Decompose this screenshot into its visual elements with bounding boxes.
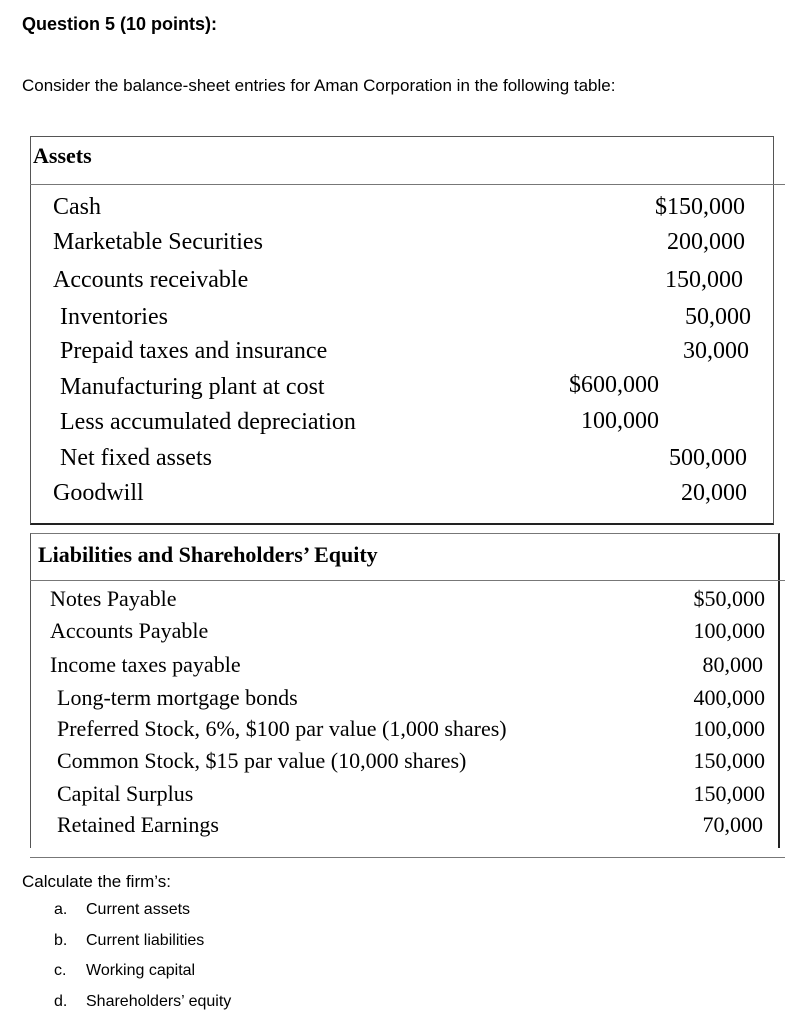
asset-label-cash: Cash	[53, 194, 101, 220]
liability-value-mortgage-bonds: 400,000	[693, 685, 765, 710]
asset-value-accounts-receivable: 150,000	[665, 267, 743, 293]
liabilities-heading: Liabilities and Shareholders’ Equity	[38, 542, 378, 567]
liability-value-retained-earnings: 70,000	[702, 812, 763, 837]
calculate-prompt: Calculate the firm’s:	[22, 872, 171, 891]
liability-label-income-taxes-payable: Income taxes payable	[50, 652, 241, 677]
asset-label-accumulated-depreciation: Less accumulated depreciation	[60, 409, 356, 435]
asset-value-prepaid-taxes: 30,000	[683, 338, 749, 364]
asset-label-inventories: Inventories	[60, 304, 168, 330]
calc-item-text: Shareholders’ equity	[86, 993, 232, 1010]
liability-label-mortgage-bonds: Long-term mortgage bonds	[57, 685, 298, 710]
asset-label-net-fixed-assets: Net fixed assets	[60, 445, 212, 471]
calc-item-letter: b.	[54, 932, 68, 949]
liability-value-notes-payable: $50,000	[693, 586, 765, 611]
liability-value-income-taxes-payable: 80,000	[702, 652, 763, 677]
liability-label-capital-surplus: Capital Surplus	[57, 781, 194, 806]
calc-item-letter: c.	[54, 962, 67, 979]
calc-item	[54, 932, 204, 950]
asset-label-accounts-receivable: Accounts receivable	[53, 267, 249, 293]
liability-label-preferred-stock: Preferred Stock, 6%, $100 par value (1,000 shares)	[57, 716, 507, 741]
asset-value-marketable-securities: 200,000	[667, 229, 745, 255]
liability-label-notes-payable: Notes Payable	[50, 586, 177, 611]
asset-value-inventories: 50,000	[685, 304, 751, 330]
calc-item	[54, 901, 190, 919]
assets-divider	[30, 184, 785, 185]
asset-value-accumulated-depreciation: 100,000	[581, 408, 659, 434]
calc-item-text: Current liabilities	[86, 932, 205, 949]
liability-value-preferred-stock: 100,000	[693, 716, 765, 741]
liability-value-capital-surplus: 150,000	[693, 781, 765, 806]
asset-value-goodwill: 20,000	[681, 480, 747, 506]
asset-label-prepaid-taxes: Prepaid taxes and insurance	[60, 338, 328, 364]
calc-item	[54, 962, 195, 980]
liabilities-divider	[30, 580, 785, 581]
asset-value-manufacturing-plant: $600,000	[569, 372, 659, 398]
liability-value-accounts-payable: 100,000	[693, 618, 765, 643]
asset-label-manufacturing-plant: Manufacturing plant at cost	[60, 374, 325, 400]
calc-item-letter: a.	[54, 901, 68, 918]
calc-item-text: Working capital	[86, 962, 196, 979]
asset-label-marketable-securities: Marketable Securities	[53, 229, 263, 255]
asset-value-net-fixed-assets: 500,000	[669, 445, 747, 471]
calc-item-text: Current assets	[86, 901, 191, 918]
liability-value-common-stock: 150,000	[693, 748, 765, 773]
question-title: Question 5 (10 points):	[22, 14, 218, 34]
calc-item	[54, 993, 231, 1011]
calc-item-letter: d.	[54, 993, 68, 1010]
asset-label-goodwill: Goodwill	[53, 480, 144, 506]
asset-value-cash: $150,000	[655, 194, 745, 220]
liability-label-common-stock: Common Stock, $15 par value (10,000 shares)	[57, 748, 467, 773]
question-intro: Consider the balance-sheet entries for Aman Corporation in the following table:	[22, 76, 616, 95]
liability-label-accounts-payable: Accounts Payable	[50, 618, 209, 643]
liability-label-retained-earnings: Retained Earnings	[57, 812, 219, 837]
assets-heading: Assets	[33, 143, 92, 168]
liabilities-bottom-rule	[30, 857, 785, 858]
